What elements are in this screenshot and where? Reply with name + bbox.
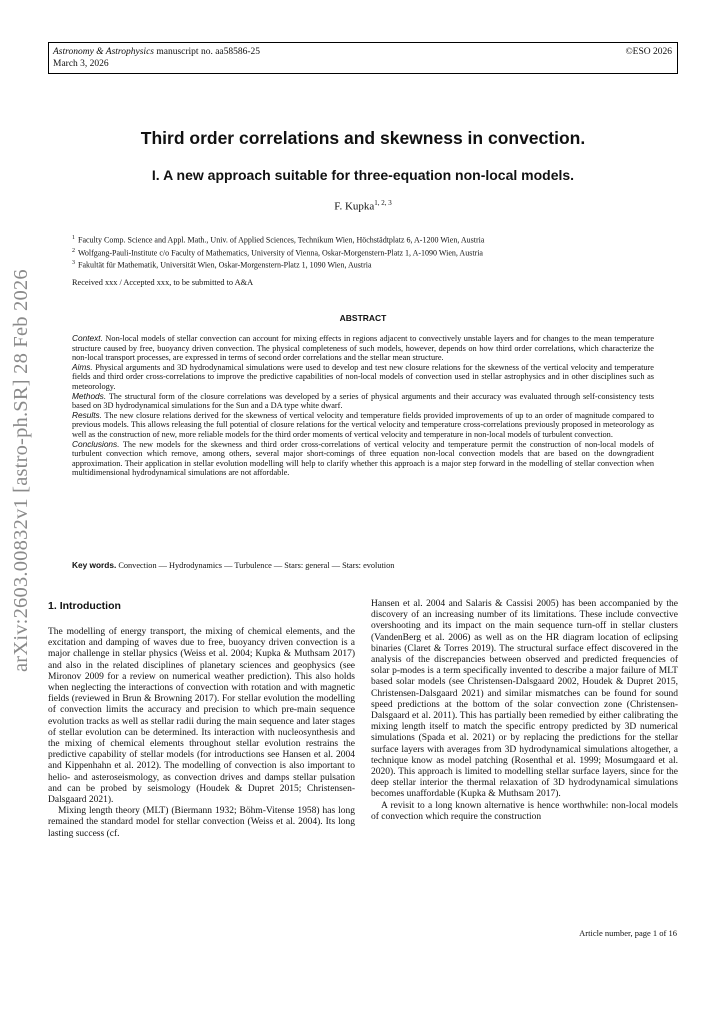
paper-title: Third order correlations and skewness in convection. <box>140 128 586 148</box>
author-name: F. Kupka <box>334 200 375 213</box>
section-title: Introduction <box>59 600 121 612</box>
affiliation-1 <box>72 233 672 246</box>
header-date: March 3, 2026 <box>53 59 109 69</box>
affil-num: 3 <box>72 260 75 267</box>
results-text: The new closure relations derived for the skewness of vertical velocity and temperature fields provided improvements of up to an order of magnitude compared to previous models. This allows releasing the full potential of closure relations for the vertical velocity and temperature cross-correlations previously proposed in meteorology as well as the construction of new, more reliable models for the third order moments of vertical velocity and temperature in non-local models of turbulent convection. <box>72 410 654 439</box>
author-affil-marks: 1, 2, 3 <box>374 199 392 207</box>
affiliation-2 <box>72 246 672 259</box>
arxiv-identifier: arXiv:2603.00832v1 [astro-ph.SR] 28 Feb 2026 <box>10 269 32 672</box>
methods-text: The structural form of the closure correlations was developed by a series of physical arguments and their accuracy was evaluated through self-consistency tests based on 3D hydrodynamical simulations for the Sun and a DA type white dwarf. <box>72 391 654 411</box>
right-column <box>371 599 678 823</box>
paragraph: Mixing length theory (MLT) (Biermann 1932; Böhm-Vitense 1958) has long remained the standard model for stellar convection (Weiss et al. 2004). Its long lasting success (cf. <box>48 806 355 839</box>
results-label: Results. <box>72 409 102 420</box>
journal-line <box>53 46 260 58</box>
methods-label: Methods. <box>72 390 107 401</box>
left-column <box>48 627 355 840</box>
section-heading <box>48 600 121 612</box>
manuscript-number: manuscript no. aa58586-25 <box>153 47 261 57</box>
paper-subtitle: I. A new approach suitable for three-equation non-local models. <box>151 167 575 183</box>
conclusions-label: Conclusions. <box>72 438 120 449</box>
section-number: 1. <box>48 600 57 612</box>
running-header <box>48 42 678 74</box>
keywords <box>72 560 654 570</box>
journal-name: Astronomy & Astrophysics <box>53 47 154 57</box>
abstract-conclusions <box>72 440 654 478</box>
abstract-results <box>72 411 654 440</box>
abstract-methods <box>72 392 654 411</box>
abstract-heading: ABSTRACT <box>339 313 387 323</box>
author <box>48 199 678 213</box>
copyright: ©ESO 2026 <box>625 47 672 57</box>
abstract-aims <box>72 363 654 392</box>
context-label: Context. <box>72 333 103 343</box>
affiliations <box>72 233 672 271</box>
affil-num: 2 <box>72 247 75 254</box>
affil-num: 1 <box>72 235 75 241</box>
abstract <box>72 334 654 478</box>
page-footer: Article number, page 1 of 16 <box>579 928 677 938</box>
aims-text: Physical arguments and 3D hydrodynamical simulations were used to develop and test new closure relations for the skewness of the vertical velocity and temperature fields and third order cross-correlations to improve the predictive capabilities of non-local models of convection used in stellar astrophysics and in other disciplines such as meteorology. <box>72 362 654 391</box>
keywords-label: Key words. <box>72 560 117 570</box>
paragraph: The modelling of energy transport, the mixing of chemical elements, and the excitation and damping of waves due to free, buoyancy driven convection is a major challenge in stellar physics (Weiss et al. 2004; Kupka & Muthsam 2017) and also in the related disciplines of planetary sciences and geophysics (see Mironov 2009 for a review on numerical weather prediction). This also holds when neglecting the interactions of convection with rotation and with magnetic fields (reviewed in Brun & Browning 2017). For stellar evolution the modelling of convection limits the accuracy and precision to which pre-main sequence evolution tracks as well as stellar radii during the main sequence and later stages of stellar evolution can be determined. Its interaction with nucleosynthesis and the mixing of chemical elements throughout stellar evolution restrains the predictive capability of stellar models (for introductions see Hansen et al. 2004 and Kippenhahn et al. 2012). The modelling of convection is also important to helio- and asteroseismology, as convection drives and damps stellar pulsation and can be probed by seismology (Houdek & Dupret 2015; Christensen-Dalsgaard 2021). <box>48 627 355 806</box>
aims-label: Aims. <box>72 361 93 372</box>
conclusions-text: The new models for the skewness and third order cross-correlations of vertical velocity and temperature permit the construction of non-local models of turbulent convection which remove, among others, several major short-comings of three equation non-local convection models that are based on the downgradient approximation. Their application in stellar evolution modelling will help to clarify whether this approach is a major step forward in the modelling of stellar convection when multidimensional hydrodynamical simulations are not affordable. <box>72 439 654 478</box>
affil-text: Faculty Comp. Science and Appl. Math., Univ. of Applied Sciences, Technikum Wien, Höchstädtplatz 6, A-1200 Wien, Austria <box>78 235 485 245</box>
received-line: Received xxx / Accepted xxx, to be submitted to A&A <box>72 278 254 287</box>
affil-text: Wolfgang-Pauli-Institute c/o Faculty of Mathematics, University of Vienna, Oskar-Morgenstern-Platz 1, A-1090 Wien, Austria <box>78 248 483 258</box>
affil-text: Fakultät für Mathematik, Universität Wien, Oskar-Morgenstern-Platz 1, 1090 Wien, Austria <box>78 260 372 270</box>
context-text: Non-local models of stellar convection can account for mixing effects in regions adjacent to convectively unstable layers and for changes to the mean temperature structure caused by free, buoyancy driven convection. The physical completeness of such models, however, depends on how third order correlations, which characterize the non-local transport processes, are expressed in terms of second order correlations and the stellar mean structure. <box>72 334 654 363</box>
keywords-text: Convection — Hydrodynamics — Turbulence — Stars: general — Stars: evolution <box>116 561 395 570</box>
abstract-context <box>72 334 654 363</box>
paragraph: Hansen et al. 2004 and Salaris & Cassisi 2005) has been accompanied by the discovery of an increasing number of its limitations. These include convective overshooting and its impact on the main sequence turn-off in stellar clusters (VandenBerg et al. 2006) as well as on the HR diagram location of eclipsing binaries (Claret & Torres 2019). The structural surface effect discovered in the analysis of the discrepancies between observed and predicted frequencies of solar p-modes is a term specifically invented to describe a major failure of MLT based solar models (see Christensen-Dalsgaard 2002, Houdek & Dupret 2015, Christensen-Dalsgaard 2021) and similar mismatches can be found for sound speed predictions at the bottom of the solar convection zone (Christensen-Dalsgaard et al. 2011). This has partially been remedied by either calibrating the mixing length itself to match the specific entropy predicted by 3D numerical simulations (Spada et al. 2021) or by replacing the predictions for the stellar surface layers with averages from 3D hydrodynamical simulations altogether, a technique know as model patching (Rosenthal et al. 1999; Mosumgaard et al. 2020). This approach is limited to modelling stellar surface layers, since for the deep stellar interior the thermal relaxation of 3D hydrodynamical simulations becomes unaffordable (Kupka & Muthsam 2017). <box>371 599 678 800</box>
affiliation-3 <box>72 258 672 271</box>
paragraph: A revisit to a long known alternative is hence worthwhile: non-local models of convection which require the construction <box>371 800 678 822</box>
